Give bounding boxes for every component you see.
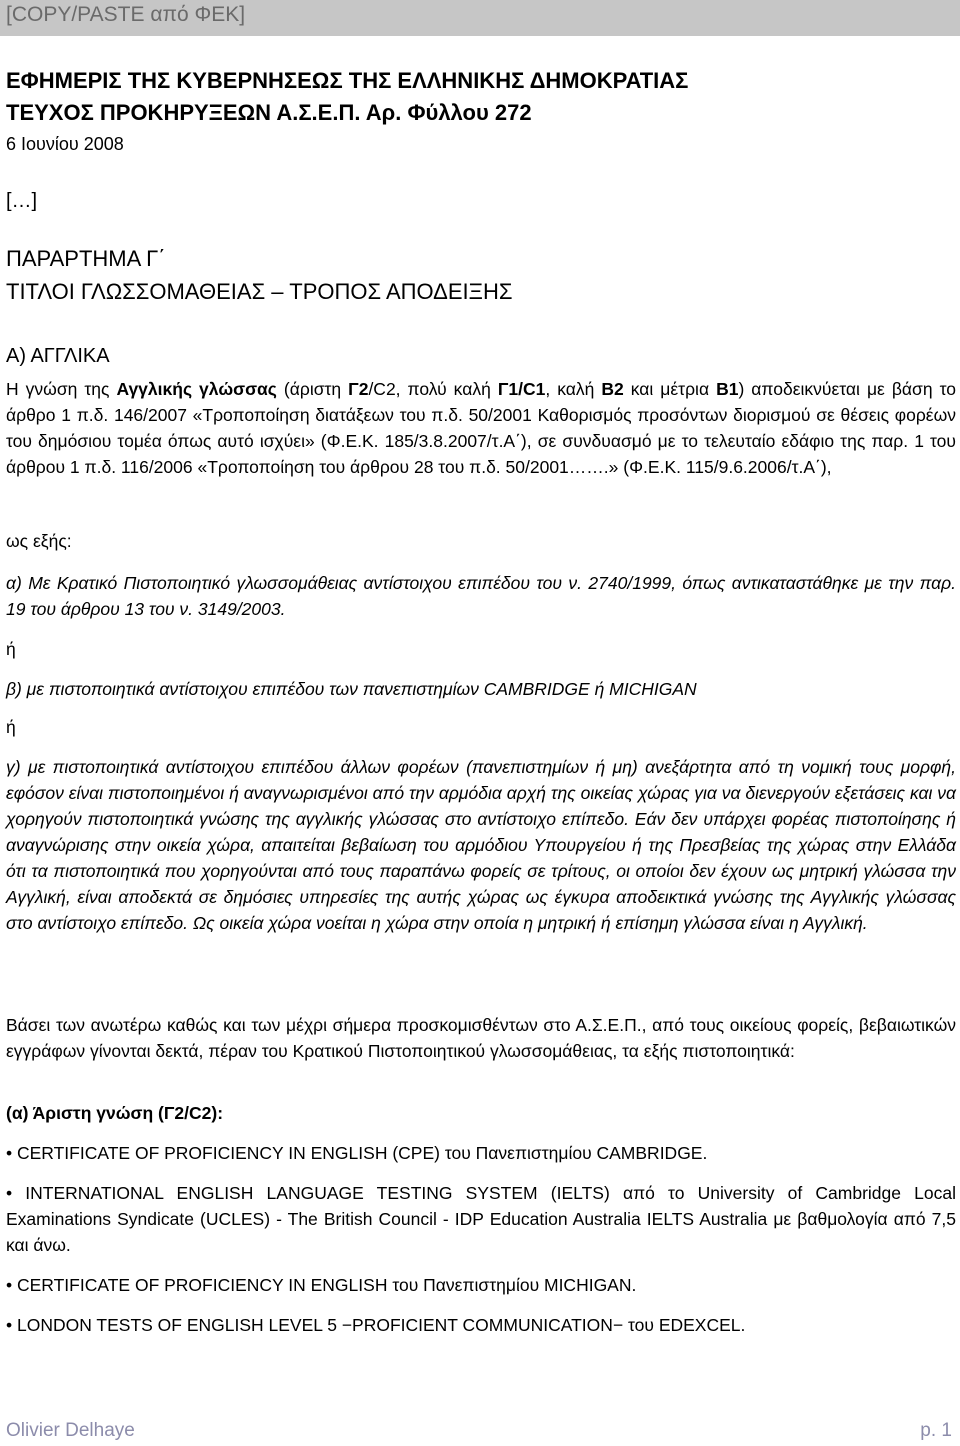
- footer-author: Olivier Delhaye: [6, 1420, 135, 1441]
- certificate-item: • CERTIFICATE OF PROFICIENCY IN ENGLISH (CPE) του Πανεπιστημίου CAMBRIDGE.: [6, 1143, 708, 1163]
- intro-bold-b2: Β2: [601, 379, 624, 399]
- intro-text-2: (άριστη: [276, 379, 349, 399]
- ellipsis: […]: [6, 190, 38, 212]
- annex-subtitle: ΤΙΤΛΟΙ ΓΛΩΣΣΟΜΑΘΕΙΑΣ – ΤΡΟΠΟΣ ΑΠΟΔΕΙΞΗΣ: [6, 279, 513, 304]
- top-bar: [0, 0, 960, 36]
- intro-text-3: /C2, πολύ καλή: [368, 379, 498, 399]
- or-separator-1: ή: [6, 639, 16, 659]
- intro-text-4: , καλή: [545, 379, 602, 399]
- intro-text-5: και μέτρια: [623, 379, 717, 399]
- certificate-item: • INTERNATIONAL ENGLISH LANGUAGE TESTING SYSTEM (IELTS) από το University of Cambridge Local Examinations Syndicate (UCLES) - The British Council - IDP Education Australia IELTS Australia με βαθμολογία από 7,5 και άνω.: [6, 1183, 956, 1255]
- as-follows: ως εξής:: [6, 531, 72, 551]
- annex-title: ΠΑΡΑΡΤΗΜΑ Γ΄: [6, 246, 166, 271]
- intro-bold-g2: Γ2: [348, 379, 369, 399]
- top-bar-label: [COPY/PASTE από ΦΕΚ]: [6, 3, 246, 26]
- footer-page-number: p. 1: [920, 1420, 952, 1441]
- or-separator-2: ή: [6, 717, 16, 737]
- gazette-issue: ΤΕΥΧΟΣ ΠΡΟΚΗΡΥΞΕΩΝ Α.Σ.Ε.Π. Αρ. Φύλλου 272: [6, 100, 532, 125]
- asep-note: Βάσει των ανωτέρω καθώς και των μέχρι σήμερα προσκομισθέντων στο Α.Σ.Ε.Π., από τους οικείους φορείς, βεβαιωτικών εγγράφων γίνονται δεκτά, πέραν του Κρατικού Πιστοποιητικού γλωσσομάθειας, τα εξής πιστοποιητικά:: [6, 1015, 956, 1061]
- section-heading: Α) ΑΓΓΛΙΚΑ: [6, 345, 110, 367]
- gazette-title: ΕΦΗΜΕΡΙΣ ΤΗΣ ΚΥΒΕΡΝΗΣΕΩΣ ΤΗΣ ΕΛΛΗΝΙΚΗΣ ΔΗΜΟΚΡΑΤΙΑΣ: [6, 68, 689, 93]
- intro-text-1: Η γνώση της: [6, 379, 117, 399]
- certificate-item: • CERTIFICATE OF PROFICIENCY IN ENGLISH του Πανεπιστημίου MICHIGAN.: [6, 1275, 637, 1295]
- option-a: α) Με Κρατικό Πιστοποιητικό γλωσσομάθειας αντίστοιχου επιπέδου του ν. 2740/1999, όπως αντικαταστάθηκε με την παρ. 19 του άρθρου 13 του ν. 3149/2003.: [6, 573, 956, 619]
- intro-paragraph: [6, 376, 956, 480]
- intro-bold-language: Αγγλικής γλώσσας: [116, 379, 277, 399]
- gazette-date: 6 Ιουνίου 2008: [6, 134, 124, 154]
- option-c: γ) με πιστοποιητικά αντίστοιχου επιπέδου άλλων φορέων (πανεπιστημίων ή μη) ανεξάρτητα από τη νομική τους μορφή, εφόσον είναι πιστοποιημένοι ή αναγνωρισμένοι από την αρμόδια αρχή της οικείας χώρας για να διενεργούν εξετάσεις και να χορηγούν πιστοποιητικά γνώσης της αγγλικής γλώσσας στο αντίστοιχο επίπεδο. Εάν δεν υπάρχει φορέας πιστοποίησης ή αναγνώρισης στην οικεία χώρα, απαιτείται βεβαίωση του αρμόδιου Υπουργείου ή της Πρεσβείας της χώρας στην Ελλάδα ότι τα πιστοποιητικά που χορηγούνται από τους παραπάνω φορείς σε τρίτους, οι οποίοι δεν έχουν ως μητρική γλώσσα την Αγγλική, είναι αποδεκτά σε δημόσιες υπηρεσίες της αυτής χώρας ως έγκυρα αποδεικτικά γνώσης της Αγγλικής γλώσσας στο αντίστοιχο επίπεδο. Ως οικεία χώρα νοείται η χώρα στην οποία η μητρική ή επίσημη γλώσσα είναι η Αγγλική.: [6, 757, 956, 933]
- level-heading: (α) Άριστη γνώση (Γ2/C2):: [6, 1103, 224, 1123]
- certificate-item: • LONDON TESTS OF ENGLISH LEVEL 5 −PROFICIENT COMMUNICATION− του EDEXCEL.: [6, 1315, 746, 1335]
- intro-text-6: ) αποδεικνύεται με βάση το άρθρο 1 π.δ. 146/2007 «Τροποποίηση διατάξεων του π.δ. 50/2001 Καθορισμός προσόντων διορισμού σε θέσεις φορέων του δημόσιου τομέα όπως αυτό ισχύει» (Φ.Ε.Κ. 185/3.8.2007/τ.Α΄), σε συνδυασμό με το τελευταίο εδάφιο της παρ. 1 του άρθρου 1 π.δ. 116/2006 «Τροποποίηση του άρθρου 28 του π.δ. 50/2001…….» (Φ.Ε.Κ. 115/9.6.2006/τ.Α΄),: [6, 379, 956, 477]
- intro-bold-b1: Β1: [716, 379, 739, 399]
- intro-bold-g1: Γ1/C1: [497, 379, 546, 399]
- option-b: β) με πιστοποιητικά αντίστοιχου επιπέδου των πανεπιστημίων CAMBRIDGE ή MICHIGAN: [6, 679, 697, 699]
